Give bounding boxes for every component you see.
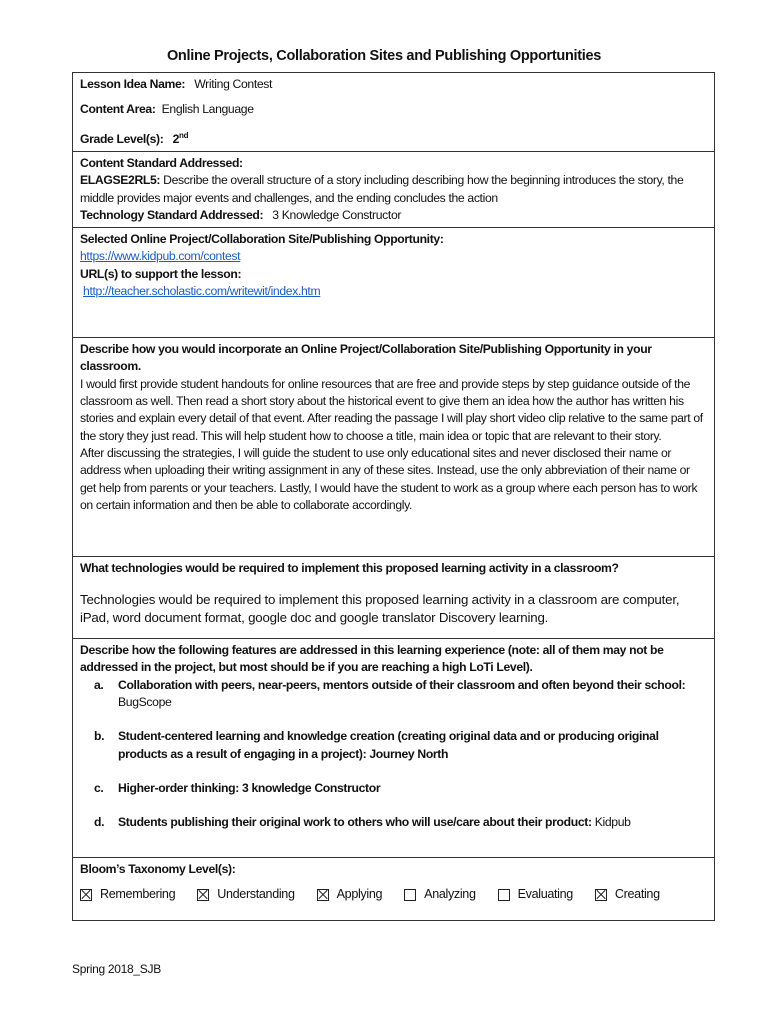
blooms-checkbox[interactable]: Remembering — [80, 886, 175, 903]
blooms-levels — [80, 886, 707, 903]
incorporate-row — [73, 338, 715, 557]
site-row — [73, 228, 715, 338]
content-area: English Language — [161, 102, 254, 117]
checkbox-icon — [317, 889, 329, 901]
blooms-checkbox[interactable]: Understanding — [197, 886, 294, 903]
site-link[interactable]: https://www.kidpub.com/contest — [80, 249, 241, 264]
feature-answer: Journey North — [369, 746, 449, 761]
checkbox-icon — [498, 889, 510, 901]
tech-standard: 3 Knowledge Constructor — [272, 207, 402, 222]
blooms-checkbox[interactable]: Applying — [317, 886, 383, 903]
lesson-name: Writing Contest — [194, 77, 273, 91]
lesson-name-label: Lesson Idea Name: — [80, 77, 186, 91]
incorporate-question: Describe how you would incorporate an Online Project/Collaboration Site/Publishing Opportunity in your classroom. — [80, 342, 652, 374]
tech-standard-label: Technology Standard Addressed: — [80, 207, 264, 222]
incorporate-paragraph-1: I would first provide student handouts for online resources that are free and provide steps by step guidance outside of the classroom as well. Then read a short story about the historical event to give them an idea how the author has written his stories and explain every detail of that event. After reading the passage I will play short video clip relative to the same part of the story they just read. This will help student how to choose a title, main idea or topic that are relevant to their story. — [80, 376, 703, 443]
blooms-checkbox[interactable]: Analyzing — [404, 886, 475, 903]
features-row — [73, 639, 715, 858]
blooms-checkbox[interactable]: Evaluating — [498, 886, 573, 903]
feature-item: d. Students publishing their original work to others who will use/care about their product: Kidpub — [94, 815, 631, 830]
checkbox-icon — [80, 889, 92, 901]
footer: Spring 2018_SJB — [72, 962, 161, 976]
technologies-question: What technologies would be required to implement this proposed learning activity in a classroom? — [80, 561, 619, 576]
feature-answer: BugScope — [118, 695, 172, 710]
features-list — [80, 677, 707, 832]
feature-item: a. Collaboration with peers, near-peers, mentors outside of their classroom and often beyond their school: BugScope — [94, 677, 686, 710]
blooms-row — [73, 858, 715, 921]
site-label: Selected Online Project/Collaboration Site/Publishing Opportunity: — [80, 232, 444, 247]
feature-item: b. Student-centered learning and knowledge creation (creating original data and or producing original products as a result of engaging in a project): Journey North — [94, 729, 659, 761]
checkbox-icon — [595, 889, 607, 901]
features-question: Describe how the following features are addressed in this learning experience (note: all of them may not be addressed in the project, but most should be if you are reaching a high LoTi Level). — [80, 643, 664, 675]
standard-code: ELAGSE2RL5: — [80, 173, 161, 188]
standard-text: Describe the overall structure of a story including describing how the beginning introduces the story, the middle provides major events and challenges, and the ending concludes the action — [80, 173, 684, 205]
page-title: Online Projects, Collaboration Sites and Publishing Opportunities — [166, 48, 602, 64]
content-standard-label: Content Standard Addressed: — [80, 155, 243, 170]
checkbox-icon — [197, 889, 209, 901]
lesson-info-row — [73, 73, 715, 152]
feature-item: c. Higher-order thinking: 3 knowledge Constructor — [94, 780, 381, 795]
incorporate-paragraph-2: After discussing the strategies, I will guide the student to use only educational sites and never disclosed their name or address when uploading their writing assignment in any of these sites. Instead, use the only abbreviation of their name or get help from parents or your teachers. Lastly, I would have the student to work as a group where each person has to work on certain information and then be able to collaborate accordingly. — [80, 445, 698, 512]
grade-label: Grade Level(s): — [80, 131, 164, 146]
blooms-checkbox[interactable]: Creating — [595, 886, 660, 903]
grade-suffix: nd — [179, 130, 189, 140]
content-area-label: Content Area: — [80, 102, 156, 117]
checkbox-icon — [404, 889, 416, 901]
support-label: URL(s) to support the lesson: — [80, 266, 242, 281]
grade-value: 2 — [172, 131, 180, 146]
support-link[interactable]: http://teacher.scholastic.com/writewit/index.htm — [83, 284, 321, 299]
technologies-answer: Technologies would be required to implement this proposed learning activity in a classroom are computer, iPad, word document format, google doc and google translator Discovery learning. — [80, 592, 680, 626]
lesson-table — [72, 72, 715, 921]
blooms-label: Bloom’s Taxonomy Level(s): — [80, 862, 236, 877]
technologies-row — [73, 557, 715, 639]
standards-row — [73, 151, 715, 227]
feature-answer: 3 knowledge Constructor — [242, 780, 381, 795]
feature-answer: Kidpub — [594, 815, 631, 830]
